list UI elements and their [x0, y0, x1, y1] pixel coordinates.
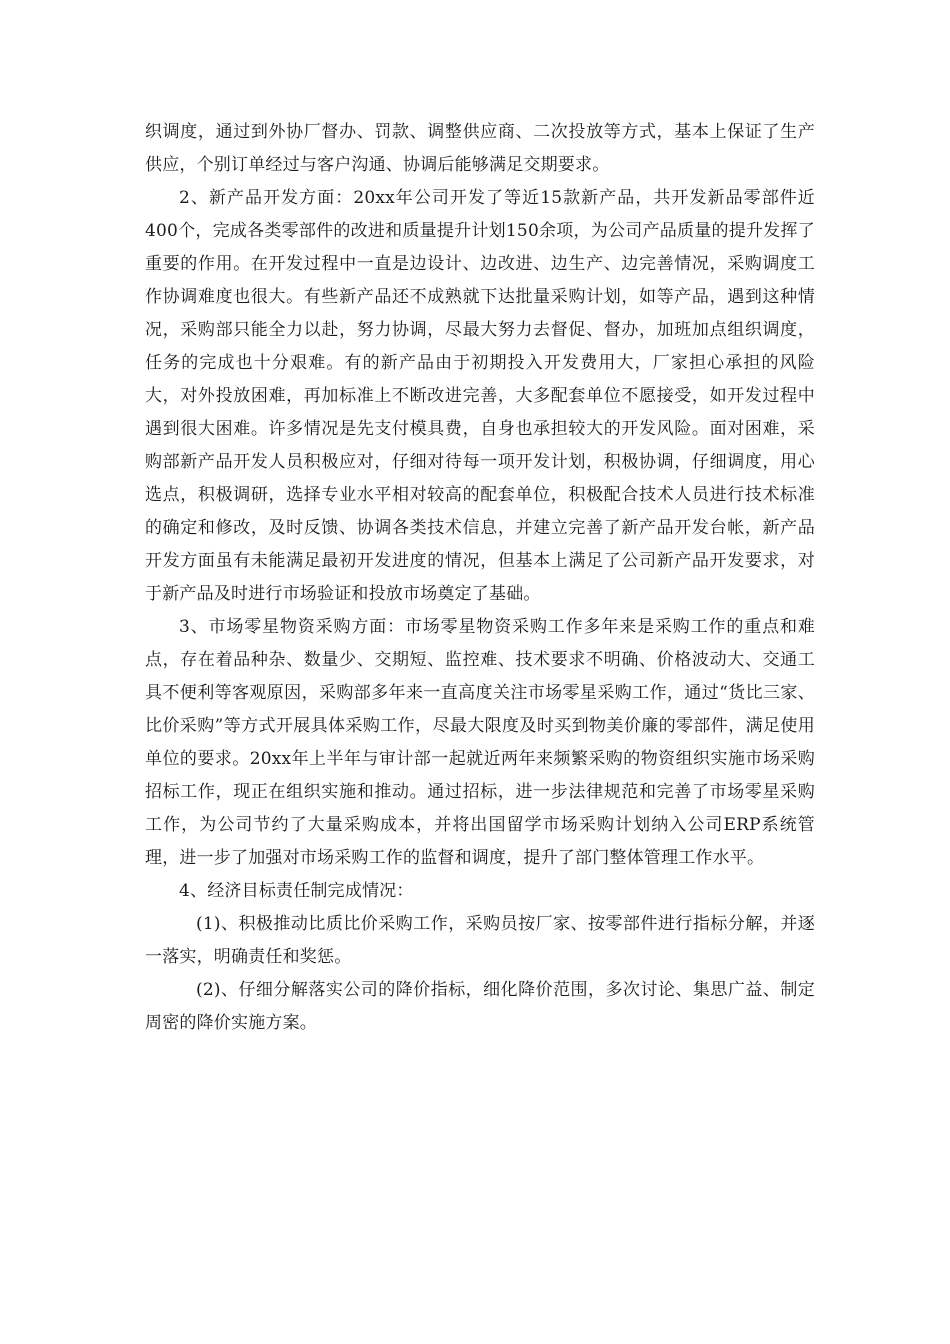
paragraph-market-procurement: 3、市场零星物资采购方面：市场零星物资采购工作多年来是采购工作的重点和难点，存在着品种杂、数量少、交期短、监控难、技术要求不明确、价格波动大、交通工具不便利等客观原因，采购部多年来一直高度关注市场零星采购工作，通过“货比三家、比价采购”等方式开展具体采购工作，尽最大限度及时买到物美价廉的零部件，满足使用单位的要求。20xx年上半年与审计部一起就近两年来频繁采购的物资组织实施市场采购招标工作，现正在组织实施和推动。通过招标，进一步法律规范和完善了市场零星采购工作，为公司节约了大量采购成本，并将出国留学市场采购计划纳入公司ERP系统管理，进一步了加强对市场采购工作的监督和调度，提升了部门整体管理工作水平。	[145, 617, 815, 868]
paragraph-item-1: (1)、积极推动比质比价采购工作，采购员按厂家、按零部件进行指标分解，并逐一落实，明确责任和奖惩。	[145, 914, 815, 967]
paragraph-item-2: (2)、仔细分解落实公司的降价指标，细化降价范围，多次讨论、集思广益、制定周密的降价实施方案。	[145, 980, 815, 1033]
paragraph-continued: 织调度，通过到外协厂督办、罚款、调整供应商、二次投放等方式，基本上保证了生产供应，个别订单经过与客户沟通、协调后能够满足交期要求。	[145, 122, 815, 175]
paragraph-new-product-development: 2、新产品开发方面：20xx年公司开发了等近15款新产品，共开发新品零部件近400个，完成各类零部件的改进和质量提升计划150余项，为公司产品质量的提升发挥了重要的作用。在开发过程中一直是边设计、边改进、边生产、边完善情况，采购调度工作协调难度也很大。有些新产品还不成熟就下达批量采购计划，如等产品，遇到这种情况，采购部只能全力以赴，努力协调，尽最大努力去督促、督办，加班加点组织调度，任务的完成也十分艰难。有的新产品由于初期投入开发费用大，厂家担心承担的风险大，对外投放困难，再加标准上不断改进完善，大多配套单位不愿接受，如开发过程中遇到很大困难。许多情况是先支付模具费，自身也承担较大的开发风险。面对困难，采购部新产品开发人员积极应对，仔细对待每一项开发计划，积极协调，仔细调度，用心选点，积极调研，选择专业水平相对较高的配套单位，积极配合技术人员进行技术标准的确定和修改，及时反馈、协调各类技术信息，并建立完善了新产品开发台帐，新产品开发方面虽有未能满足最初开发进度的情况，但基本上满足了公司新产品开发要求，对于新产品及时进行市场验证和投放市场奠定了基础。	[145, 188, 815, 604]
paragraph-economic-targets-heading: 4、经济目标责任制完成情况：	[179, 881, 414, 901]
document-body	[145, 116, 815, 1040]
